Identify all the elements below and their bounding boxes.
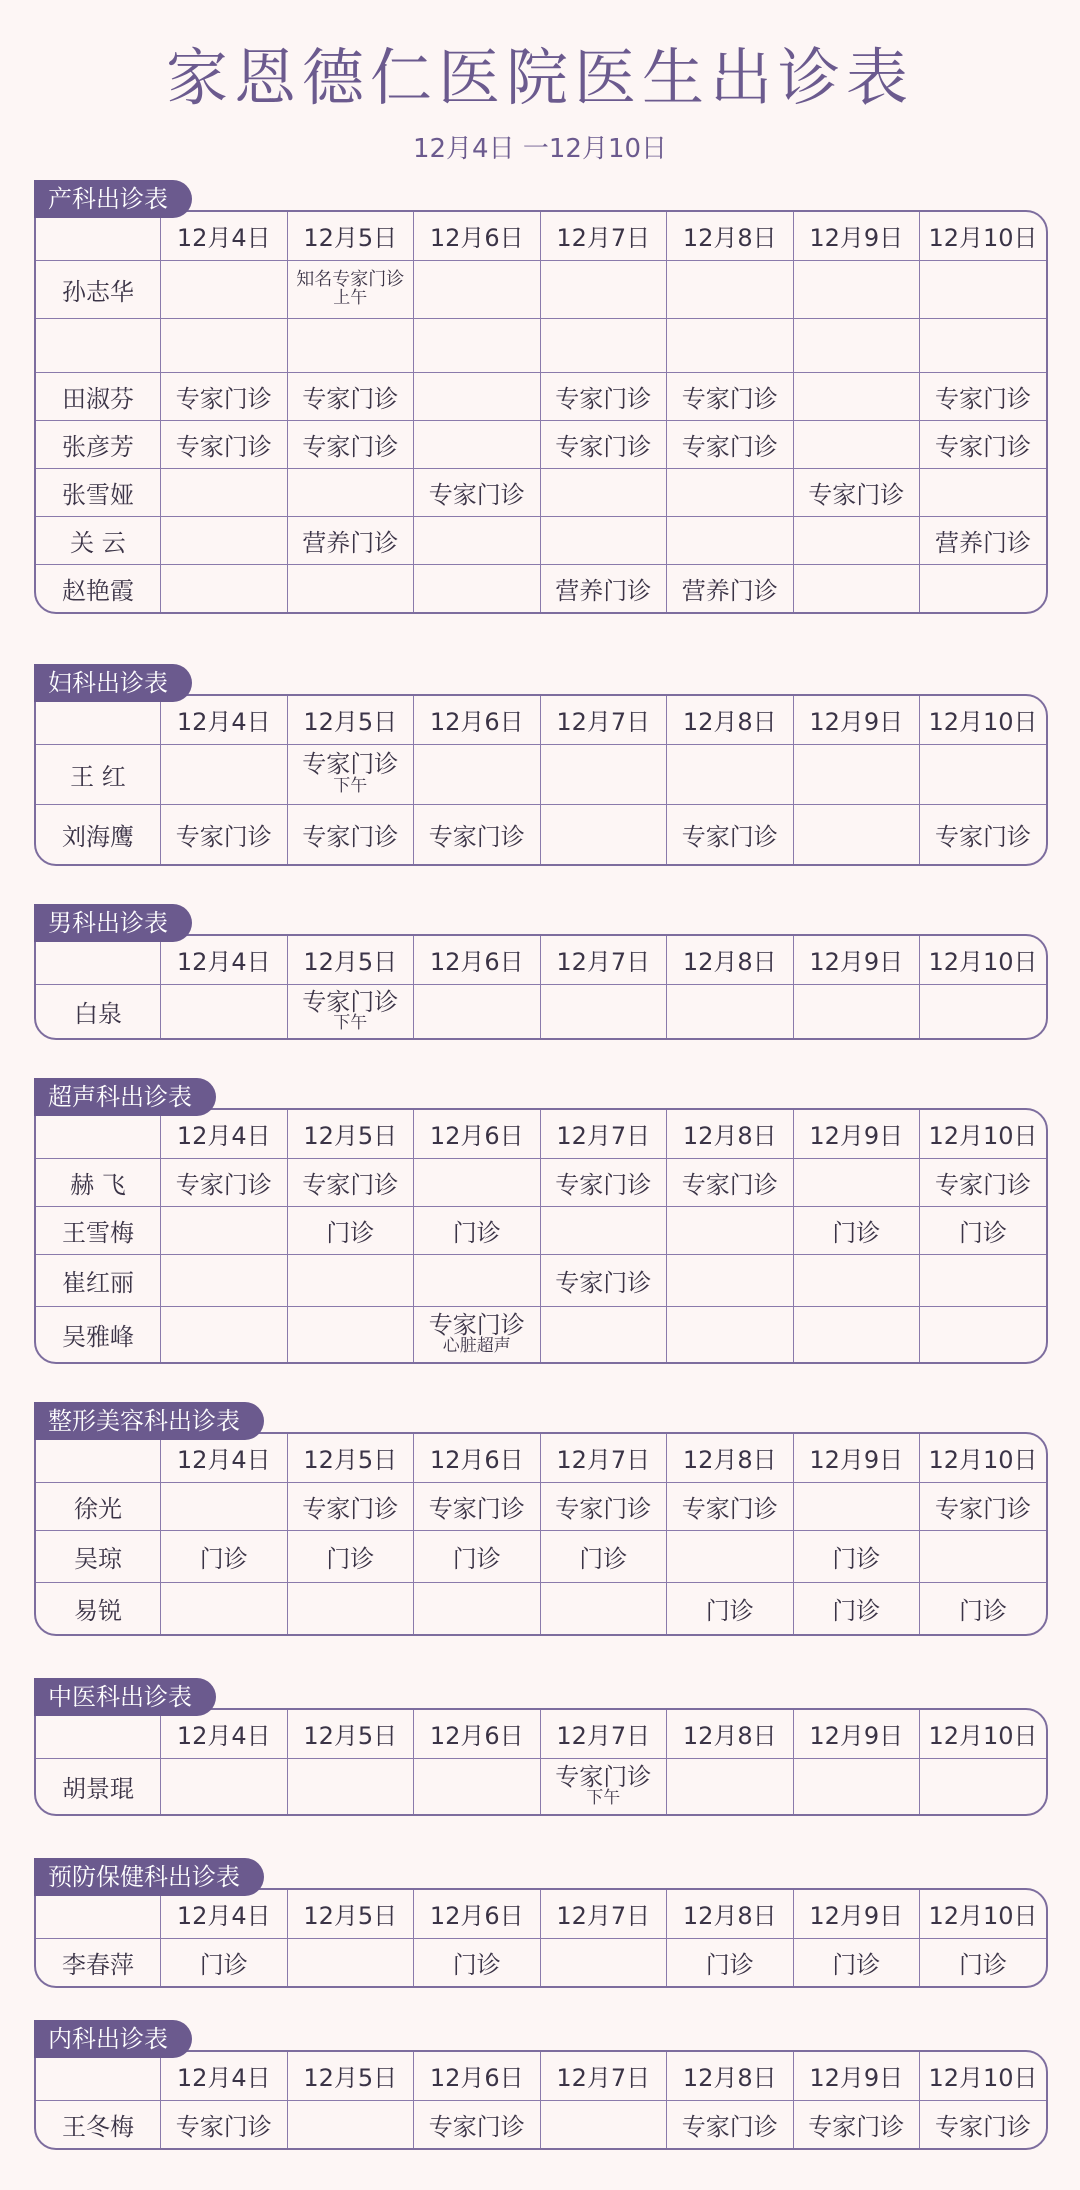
schedule-cell: 专家门诊: [414, 1482, 541, 1530]
corner-cell: [36, 1890, 161, 1938]
doctor-row: [36, 804, 1046, 864]
schedule-cell: [793, 318, 920, 372]
corner-cell: [36, 1710, 161, 1758]
date-header: 12月8日: [667, 1710, 794, 1758]
clinic-type: 专家门诊: [555, 1762, 652, 1791]
schedule-cell: [793, 516, 920, 564]
schedule-cell: 门诊: [667, 1582, 794, 1634]
header-row: [36, 1434, 1046, 1482]
schedule-cell: 营养门诊: [920, 516, 1047, 564]
section-title: 内科出诊表: [34, 2020, 192, 2058]
schedule-cell: 专家门诊: [540, 1158, 667, 1206]
schedule-cell: 专家门诊: [920, 420, 1047, 468]
schedule-cell: [287, 2100, 414, 2148]
schedule-cell: [287, 468, 414, 516]
doctor-row: [36, 372, 1046, 420]
schedule-cell: 专家门诊: [287, 420, 414, 468]
doctor-row: [36, 2100, 1046, 2148]
schedule-cell: 专家门诊: [540, 1482, 667, 1530]
schedule-cell: [793, 1482, 920, 1530]
date-header: 12月9日: [793, 1710, 920, 1758]
date-header: 12月9日: [793, 1890, 920, 1938]
date-header: 12月9日: [793, 1434, 920, 1482]
schedule-cell: [667, 1206, 794, 1254]
schedule-cell: [793, 1158, 920, 1206]
schedule-cell: [540, 1758, 667, 1814]
date-header: 12月8日: [667, 936, 794, 984]
date-header: 12月10日: [920, 1110, 1047, 1158]
schedule-cell: 专家门诊: [667, 804, 794, 864]
date-header: 12月10日: [920, 1710, 1047, 1758]
schedule-cell: [287, 1938, 414, 1986]
doctor-row: [36, 1306, 1046, 1362]
schedule-cell: 专家门诊: [667, 2100, 794, 2148]
schedule-cell: 专家门诊: [161, 372, 288, 420]
schedule-cell: [414, 564, 541, 612]
header-row: [36, 936, 1046, 984]
schedule-cell: 专家门诊: [920, 372, 1047, 420]
schedule-cell: [161, 516, 288, 564]
date-header: 12月9日: [793, 1110, 920, 1158]
schedule-cell: [287, 984, 414, 1038]
corner-cell: [36, 212, 161, 260]
schedule-cell: [161, 260, 288, 318]
schedule-cell: 门诊: [414, 1938, 541, 1986]
schedule-cell: 门诊: [959, 1950, 1007, 1979]
schedule-cell: [287, 1582, 414, 1634]
date-header: 12月8日: [667, 212, 794, 260]
date-header: 12月8日: [667, 696, 794, 744]
schedule-cell: [793, 1758, 920, 1814]
schedule-cell: [414, 1758, 541, 1814]
schedule-table: [34, 1432, 1048, 1636]
doctor-name: 张雪娅: [36, 468, 161, 516]
date-header: 12月6日: [414, 2052, 541, 2100]
schedule-cell: [287, 260, 414, 318]
schedule-cell: [161, 1306, 288, 1362]
schedule-table: [34, 1888, 1048, 1988]
section-title: 中医科出诊表: [34, 1678, 216, 1716]
schedule-cell: 门诊: [414, 1530, 541, 1582]
schedule-cell: 门诊: [540, 1530, 667, 1582]
schedule-cell: [414, 984, 541, 1038]
schedule-cell: 门诊: [793, 1206, 920, 1254]
schedule-cell: [540, 804, 667, 864]
schedule-cell: 专家门诊: [414, 468, 541, 516]
schedule-cell: [161, 1206, 288, 1254]
schedule-cell: 专家门诊: [161, 804, 288, 864]
header-row: [36, 2052, 1046, 2100]
doctor-name: 王冬梅: [36, 2100, 161, 2148]
schedule-cell: [667, 1530, 794, 1582]
clinic-type: 专家门诊: [428, 1310, 525, 1339]
doctor-row: [36, 984, 1046, 1038]
schedule-table: [34, 1708, 1048, 1816]
schedule-cell: 专家门诊: [287, 372, 414, 420]
schedule-cell: [540, 1206, 667, 1254]
doctor-row: [36, 1758, 1046, 1814]
schedule-cell: [161, 744, 288, 804]
section-title: 男科出诊表: [34, 904, 192, 942]
date-header: 12月10日: [920, 936, 1047, 984]
clinic-note: 下午: [333, 1012, 368, 1033]
doctor-row: [36, 564, 1046, 612]
doctor-name: 刘海鹰: [36, 804, 161, 864]
schedule-cell: 专家门诊: [287, 1482, 414, 1530]
schedule-cell: 门诊: [667, 1938, 794, 1986]
schedule-cell: [161, 984, 288, 1038]
date-header: 12月4日: [161, 696, 288, 744]
schedule-cell: [161, 318, 288, 372]
schedule-cell: [793, 564, 920, 612]
header-row: [36, 1110, 1046, 1158]
corner-cell: [36, 696, 161, 744]
schedule-cell: [540, 1938, 667, 1986]
section-title: 整形美容科出诊表: [34, 1402, 264, 1440]
schedule-cell: [667, 744, 794, 804]
schedule-cell: [414, 372, 541, 420]
schedule-cell: 门诊: [793, 1582, 920, 1634]
schedule-cell: [414, 260, 541, 318]
doctor-name: 王雪梅: [36, 1206, 161, 1254]
corner-cell: [36, 1434, 161, 1482]
schedule-cell: [161, 1758, 288, 1814]
date-header: 12月9日: [793, 212, 920, 260]
schedule-cell: 专家门诊: [287, 804, 414, 864]
schedule-cell: [540, 260, 667, 318]
schedule-cell: [920, 1254, 1047, 1306]
doctor-name: 吴琼: [36, 1530, 161, 1582]
doctor-row: [36, 1938, 1046, 1986]
schedule-cell: [540, 984, 667, 1038]
schedule-cell: [414, 1158, 541, 1206]
doctor-name: 张彦芳: [36, 420, 161, 468]
schedule-cell: [414, 1254, 541, 1306]
date-header: 12月5日: [287, 1890, 414, 1938]
schedule-cell: 营养门诊: [540, 564, 667, 612]
date-header: 12月9日: [793, 2052, 920, 2100]
schedule-cell: [540, 318, 667, 372]
doctor-row: [36, 1582, 1046, 1634]
schedule-cell: [667, 468, 794, 516]
schedule-cell: 专家门诊: [935, 2112, 1031, 2141]
date-header: 12月10日: [920, 2052, 1047, 2100]
schedule-cell: 专家门诊: [793, 468, 920, 516]
schedule-cell: [540, 1582, 667, 1634]
date-header: 12月8日: [667, 2052, 794, 2100]
date-header: 12月4日: [161, 1110, 288, 1158]
clinic-type: 专家门诊: [302, 987, 399, 1016]
clinic-note: 下午: [333, 775, 368, 796]
date-range-subtitle: 12月4日 一12月10日: [412, 134, 668, 164]
clinic-type: 知名专家门诊: [296, 268, 405, 290]
schedule-cell: 专家门诊: [793, 2100, 920, 2148]
date-header: 12月6日: [414, 1710, 541, 1758]
doctor-row: [36, 420, 1046, 468]
schedule-cell: 专家门诊: [920, 1482, 1047, 1530]
schedule-table: [34, 2050, 1048, 2150]
schedule-cell: [920, 564, 1047, 612]
date-header: 12月7日: [540, 936, 667, 984]
schedule-cell: 门诊: [161, 1938, 288, 1986]
doctor-row: [36, 318, 1046, 372]
schedule-cell: [540, 1306, 667, 1362]
schedule-cell: 专家门诊: [667, 1482, 794, 1530]
date-header: 12月5日: [287, 2052, 414, 2100]
schedule-cell: [920, 1306, 1047, 1362]
doctor-row: [36, 260, 1046, 318]
schedule-table: [34, 934, 1048, 1040]
doctor-row: [36, 1530, 1046, 1582]
date-header: 12月7日: [540, 1110, 667, 1158]
schedule-cell: [161, 1482, 288, 1530]
doctor-name: 白泉: [36, 984, 161, 1038]
corner-cell: [36, 936, 161, 984]
schedule-cell: [667, 318, 794, 372]
schedule-cell: 专家门诊: [414, 804, 541, 864]
date-header: 12月7日: [540, 2052, 667, 2100]
doctor-name: 吴雅峰: [36, 1306, 161, 1362]
date-header: 12月6日: [414, 212, 541, 260]
date-header: 12月5日: [287, 1710, 414, 1758]
date-header: 12月5日: [287, 936, 414, 984]
date-header: 12月7日: [540, 1710, 667, 1758]
date-header: 12月6日: [414, 936, 541, 984]
schedule-cell: 营养门诊: [667, 564, 794, 612]
schedule-cell: [540, 2100, 667, 2148]
date-header: 12月6日: [414, 1890, 541, 1938]
schedule-cell: [920, 1530, 1047, 1582]
schedule-cell: [161, 564, 288, 612]
schedule-cell: [414, 1582, 541, 1634]
schedule-cell: [793, 1306, 920, 1362]
date-header: 12月7日: [540, 212, 667, 260]
doctor-row: [36, 744, 1046, 804]
section-title: 超声科出诊表: [34, 1078, 216, 1116]
schedule-cell: [667, 1306, 794, 1362]
schedule-cell: [920, 260, 1047, 318]
schedule-cell: [414, 744, 541, 804]
schedule-cell: 专家门诊: [161, 420, 288, 468]
schedule-cell: [414, 1306, 541, 1362]
header-row: [36, 1890, 1046, 1938]
schedule-cell: [414, 318, 541, 372]
schedule-cell: [667, 260, 794, 318]
schedule-cell: 门诊: [793, 1530, 920, 1582]
header-row: [36, 696, 1046, 744]
schedule-cell: [667, 1254, 794, 1306]
schedule-cell: [920, 468, 1047, 516]
date-header: 12月9日: [793, 936, 920, 984]
doctor-name: 王 红: [36, 744, 161, 804]
schedule-cell: 专家门诊: [161, 2100, 288, 2148]
date-header: 12月8日: [667, 1890, 794, 1938]
date-header: 12月4日: [161, 936, 288, 984]
schedule-cell: 门诊: [287, 1206, 414, 1254]
schedule-cell: 专家门诊: [540, 420, 667, 468]
schedule-cell: [667, 1758, 794, 1814]
schedule-cell: 专家门诊: [540, 1254, 667, 1306]
date-header: 12月4日: [161, 1890, 288, 1938]
doctor-name: 关 云: [36, 516, 161, 564]
doctor-row: [36, 1482, 1046, 1530]
schedule-cell: [793, 372, 920, 420]
schedule-cell: [161, 1582, 288, 1634]
doctor-row: [36, 1158, 1046, 1206]
schedule-cell: 门诊: [161, 1530, 288, 1582]
doctor-name: 赫 飞: [36, 1158, 161, 1206]
schedule-cell: 门诊: [287, 1530, 414, 1582]
schedule-cell: [540, 468, 667, 516]
doctor-name: 徐光: [36, 1482, 161, 1530]
date-header: 12月8日: [667, 1434, 794, 1482]
schedule-cell: [540, 744, 667, 804]
schedule-cell: [540, 516, 667, 564]
date-header: 12月7日: [540, 1434, 667, 1482]
header-row: [36, 212, 1046, 260]
schedule-cell: [414, 420, 541, 468]
schedule-cell: [920, 744, 1047, 804]
schedule-cell: 专家门诊: [161, 1158, 288, 1206]
schedule-cell: [287, 1758, 414, 1814]
schedule-cell: 专家门诊: [667, 420, 794, 468]
doctor-row: [36, 468, 1046, 516]
date-header: 12月6日: [414, 1110, 541, 1158]
schedule-cell: [793, 1254, 920, 1306]
doctor-name: 易锐: [36, 1582, 161, 1634]
clinic-type: 专家门诊: [302, 750, 399, 779]
date-header: 12月5日: [287, 1434, 414, 1482]
date-header: 12月5日: [287, 212, 414, 260]
schedule-cell: 专家门诊: [414, 2100, 541, 2148]
clinic-note: 心脏超声: [442, 1335, 511, 1356]
schedule-cell: [414, 516, 541, 564]
doctor-name: 赵艳霞: [36, 564, 161, 612]
schedule-cell: 门诊: [959, 1596, 1007, 1625]
date-header: 12月4日: [161, 212, 288, 260]
schedule-table: [34, 210, 1048, 614]
schedule-cell: [667, 984, 794, 1038]
doctor-row: [36, 1254, 1046, 1306]
date-header: 12月5日: [287, 1110, 414, 1158]
doctor-name: 田淑芬: [36, 372, 161, 420]
corner-cell: [36, 2052, 161, 2100]
date-header: 12月4日: [161, 1434, 288, 1482]
schedule-cell: [287, 744, 414, 804]
schedule-cell: [920, 1758, 1047, 1814]
date-header: 12月9日: [793, 696, 920, 744]
schedule-cell: [287, 1306, 414, 1362]
schedule-cell: [287, 318, 414, 372]
date-header: 12月10日: [920, 212, 1047, 260]
page-title: 家恩德仁医院医生出诊表: [165, 41, 914, 114]
doctor-name: 孙志华: [36, 260, 161, 318]
schedule-table: [34, 1108, 1048, 1364]
date-header: 12月10日: [920, 1890, 1047, 1938]
schedule-cell: 营养门诊: [287, 516, 414, 564]
clinic-note: 下午: [586, 1787, 621, 1808]
date-header: 12月10日: [920, 1434, 1047, 1482]
schedule-cell: [667, 516, 794, 564]
section-title: 预防保健科出诊表: [34, 1858, 264, 1896]
doctor-name: 崔红丽: [36, 1254, 161, 1306]
schedule-cell: 门诊: [414, 1206, 541, 1254]
schedule-cell: 专家门诊: [920, 1158, 1047, 1206]
schedule-cell: 专家门诊: [287, 1158, 414, 1206]
doctor-row: [36, 1206, 1046, 1254]
date-header: 12月5日: [287, 696, 414, 744]
schedule-cell: [287, 1254, 414, 1306]
doctor-name: 李春萍: [36, 1938, 161, 1986]
section-title: 产科出诊表: [34, 180, 192, 218]
date-header: 12月8日: [667, 1110, 794, 1158]
date-header: 12月4日: [161, 2052, 288, 2100]
schedule-cell: [793, 420, 920, 468]
schedule-cell: [287, 564, 414, 612]
schedule-cell: 专家门诊: [667, 372, 794, 420]
schedule-cell: 专家门诊: [540, 372, 667, 420]
schedule-cell: [920, 318, 1047, 372]
schedule-cell: [793, 260, 920, 318]
schedule-table: [34, 694, 1048, 866]
date-header: 12月10日: [920, 696, 1047, 744]
doctor-name: 胡景琨: [36, 1758, 161, 1814]
section-title: 妇科出诊表: [34, 664, 192, 702]
schedule-cell: 门诊: [920, 1206, 1047, 1254]
schedule-cell: [793, 804, 920, 864]
schedule-cell: [920, 984, 1047, 1038]
date-header: 12月4日: [161, 1710, 288, 1758]
schedule-cell: 专家门诊: [667, 1158, 794, 1206]
doctor-row: [36, 516, 1046, 564]
date-header: 12月7日: [540, 1890, 667, 1938]
date-header: 12月6日: [414, 1434, 541, 1482]
schedule-cell: 专家门诊: [935, 822, 1031, 851]
header-row: [36, 1710, 1046, 1758]
date-header: 12月6日: [414, 696, 541, 744]
schedule-cell: [793, 984, 920, 1038]
corner-cell: [36, 1110, 161, 1158]
schedule-cell: [161, 1254, 288, 1306]
clinic-note: 上午: [333, 287, 368, 308]
schedule-cell: 门诊: [793, 1938, 920, 1986]
doctor-name: [36, 318, 161, 372]
schedule-cell: [793, 744, 920, 804]
date-header: 12月7日: [540, 696, 667, 744]
schedule-cell: [161, 468, 288, 516]
